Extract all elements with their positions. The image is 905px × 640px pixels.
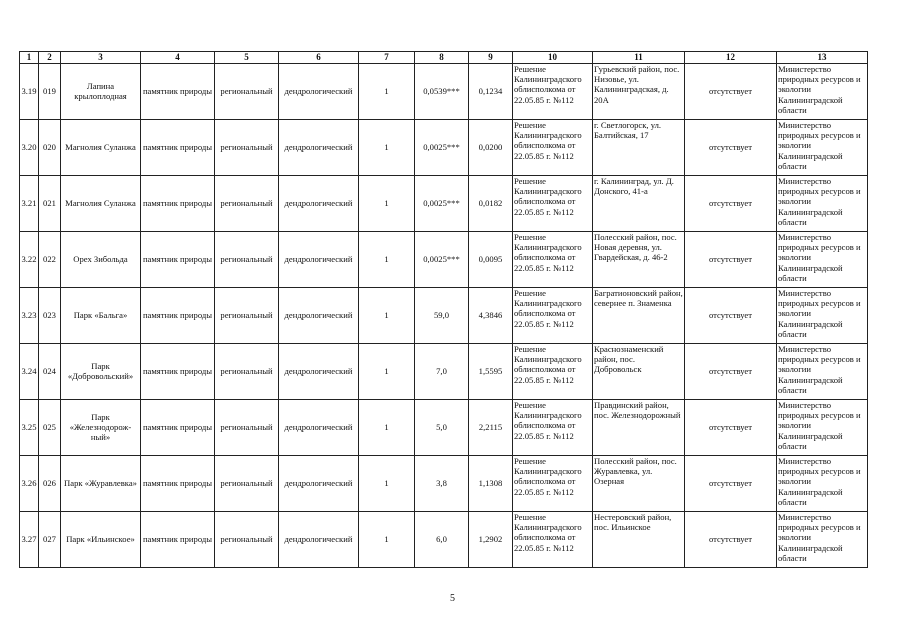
protection-zone: отсутствует <box>685 511 777 567</box>
column-number-row <box>20 52 868 64</box>
object-name: Магнолия Суланжа <box>61 119 141 175</box>
profile: дендрологический <box>279 63 359 119</box>
legal-basis: Решение Калининградского облисполкома от 22.05.85 г. №112 <box>513 287 593 343</box>
category: памятник природы <box>141 231 215 287</box>
object-code: 022 <box>39 231 61 287</box>
col-header: 1 <box>20 52 39 64</box>
category: памятник природы <box>141 511 215 567</box>
location: Багратионовский район, севернее п. Знаменка <box>593 287 685 343</box>
object-name: Лапина крылоплодная <box>61 63 141 119</box>
cluster-count: 1 <box>359 175 415 231</box>
buffer-area: 0,0095 <box>469 231 513 287</box>
table-row <box>20 455 868 511</box>
row-id: 3.21 <box>20 175 39 231</box>
cluster-count: 1 <box>359 119 415 175</box>
protection-zone: отсутствует <box>685 399 777 455</box>
col-header: 2 <box>39 52 61 64</box>
category: памятник природы <box>141 63 215 119</box>
row-id: 3.27 <box>20 511 39 567</box>
location: Полесский район, пос. Журавлевка, ул. Озерная <box>593 455 685 511</box>
location: Краснознаменский район, пос. Добровольск <box>593 343 685 399</box>
object-name: Парк «Бальга» <box>61 287 141 343</box>
row-id: 3.22 <box>20 231 39 287</box>
protection-zone: отсутствует <box>685 175 777 231</box>
table-row <box>20 511 868 567</box>
object-code: 024 <box>39 343 61 399</box>
col-header: 9 <box>469 52 513 64</box>
col-header: 12 <box>685 52 777 64</box>
legal-basis: Решение Калининградского облисполкома от 22.05.85 г. №112 <box>513 119 593 175</box>
protection-zone: отсутствует <box>685 231 777 287</box>
significance: региональный <box>215 399 279 455</box>
col-header: 6 <box>279 52 359 64</box>
location: г. Светлогорск, ул. Балтийская, 17 <box>593 119 685 175</box>
protection-zone: отсутствует <box>685 343 777 399</box>
cluster-count: 1 <box>359 287 415 343</box>
table-body <box>20 52 868 568</box>
page-number: 5 <box>450 593 455 604</box>
category: памятник природы <box>141 455 215 511</box>
col-header: 3 <box>61 52 141 64</box>
buffer-area: 0,0182 <box>469 175 513 231</box>
managing-body: Министерство природных ресурсов и экологии Калининградской области <box>777 231 868 287</box>
profile: дендрологический <box>279 175 359 231</box>
significance: региональный <box>215 231 279 287</box>
legal-basis: Решение Калининградского облисполкома от 22.05.85 г. №112 <box>513 63 593 119</box>
area-ha: 59,0 <box>415 287 469 343</box>
location: Нестеровский район, пос. Ильинское <box>593 511 685 567</box>
managing-body: Министерство природных ресурсов и экологии Калининградской области <box>777 511 868 567</box>
location: г. Калининград, ул. Д. Донского, 41-а <box>593 175 685 231</box>
managing-body: Министерство природных ресурсов и экологии Калининградской области <box>777 287 868 343</box>
cluster-count: 1 <box>359 343 415 399</box>
area-ha: 6,0 <box>415 511 469 567</box>
legal-basis: Решение Калининградского облисполкома от 22.05.85 г. №112 <box>513 231 593 287</box>
object-code: 023 <box>39 287 61 343</box>
managing-body: Министерство природных ресурсов и экологии Калининградской области <box>777 175 868 231</box>
col-header: 7 <box>359 52 415 64</box>
object-code: 020 <box>39 119 61 175</box>
profile: дендрологический <box>279 119 359 175</box>
area-ha: 5,0 <box>415 399 469 455</box>
table-row <box>20 343 868 399</box>
significance: региональный <box>215 343 279 399</box>
area-ha: 0,0025*** <box>415 119 469 175</box>
row-id: 3.25 <box>20 399 39 455</box>
buffer-area: 2,2115 <box>469 399 513 455</box>
profile: дендрологический <box>279 287 359 343</box>
table-row <box>20 119 868 175</box>
legal-basis: Решение Калининградского облисполкома от 22.05.85 г. №112 <box>513 399 593 455</box>
cluster-count: 1 <box>359 63 415 119</box>
col-header: 5 <box>215 52 279 64</box>
profile: дендрологический <box>279 455 359 511</box>
row-id: 3.24 <box>20 343 39 399</box>
location: Гурьевский район, пос. Низовье, ул. Калининградская, д. 20А <box>593 63 685 119</box>
object-name: Магнолия Суланжа <box>61 175 141 231</box>
significance: региональный <box>215 175 279 231</box>
area-ha: 7,0 <box>415 343 469 399</box>
profile: дендрологический <box>279 511 359 567</box>
profile: дендрологический <box>279 399 359 455</box>
protection-zone: отсутствует <box>685 287 777 343</box>
legal-basis: Решение Калининградского облисполкома от 22.05.85 г. №112 <box>513 511 593 567</box>
significance: региональный <box>215 511 279 567</box>
col-header: 4 <box>141 52 215 64</box>
legal-basis: Решение Калининградского облисполкома от 22.05.85 г. №112 <box>513 175 593 231</box>
table-row <box>20 399 868 455</box>
managing-body: Министерство природных ресурсов и экологии Калининградской области <box>777 63 868 119</box>
cluster-count: 1 <box>359 455 415 511</box>
area-ha: 0,0025*** <box>415 231 469 287</box>
area-ha: 0,0539*** <box>415 63 469 119</box>
col-header: 8 <box>415 52 469 64</box>
table-row <box>20 231 868 287</box>
object-code: 026 <box>39 455 61 511</box>
object-code: 019 <box>39 63 61 119</box>
category: памятник природы <box>141 119 215 175</box>
object-code: 027 <box>39 511 61 567</box>
object-name: Парк «Журавлевка» <box>61 455 141 511</box>
object-code: 025 <box>39 399 61 455</box>
managing-body: Министерство природных ресурсов и экологии Калининградской области <box>777 343 868 399</box>
object-name: Орех Зибольда <box>61 231 141 287</box>
category: памятник природы <box>141 399 215 455</box>
buffer-area: 1,5595 <box>469 343 513 399</box>
table-row <box>20 63 868 119</box>
col-header: 10 <box>513 52 593 64</box>
legal-basis: Решение Калининградского облисполкома от 22.05.85 г. №112 <box>513 343 593 399</box>
area-ha: 3,8 <box>415 455 469 511</box>
row-id: 3.19 <box>20 63 39 119</box>
location: Правдинский район, пос. Железнодорожный <box>593 399 685 455</box>
category: памятник природы <box>141 287 215 343</box>
area-ha: 0,0025*** <box>415 175 469 231</box>
buffer-area: 1,1308 <box>469 455 513 511</box>
col-header: 13 <box>777 52 868 64</box>
object-name: Парк «Добровольский» <box>61 343 141 399</box>
buffer-area: 0,1234 <box>469 63 513 119</box>
row-id: 3.23 <box>20 287 39 343</box>
table-row <box>20 287 868 343</box>
row-id: 3.20 <box>20 119 39 175</box>
managing-body: Министерство природных ресурсов и экологии Калининградской области <box>777 119 868 175</box>
object-name: Парк «Железнодорож-ный» <box>61 399 141 455</box>
protection-zone: отсутствует <box>685 63 777 119</box>
object-code: 021 <box>39 175 61 231</box>
table-row <box>20 175 868 231</box>
protection-zone: отсутствует <box>685 455 777 511</box>
significance: региональный <box>215 455 279 511</box>
significance: региональный <box>215 63 279 119</box>
legal-basis: Решение Калининградского облисполкома от 22.05.85 г. №112 <box>513 455 593 511</box>
cluster-count: 1 <box>359 231 415 287</box>
row-id: 3.26 <box>20 455 39 511</box>
profile: дендрологический <box>279 343 359 399</box>
buffer-area: 1,2902 <box>469 511 513 567</box>
protected-areas-table <box>19 51 868 568</box>
buffer-area: 4,3846 <box>469 287 513 343</box>
cluster-count: 1 <box>359 399 415 455</box>
buffer-area: 0,0200 <box>469 119 513 175</box>
location: Полесский район, пос. Новая деревня, ул. Гвардейская, д. 46-2 <box>593 231 685 287</box>
profile: дендрологический <box>279 231 359 287</box>
cluster-count: 1 <box>359 511 415 567</box>
significance: региональный <box>215 119 279 175</box>
category: памятник природы <box>141 175 215 231</box>
category: памятник природы <box>141 343 215 399</box>
managing-body: Министерство природных ресурсов и экологии Калининградской области <box>777 399 868 455</box>
significance: региональный <box>215 287 279 343</box>
col-header: 11 <box>593 52 685 64</box>
object-name: Парк «Ильинское» <box>61 511 141 567</box>
protection-zone: отсутствует <box>685 119 777 175</box>
managing-body: Министерство природных ресурсов и экологии Калининградской области <box>777 455 868 511</box>
